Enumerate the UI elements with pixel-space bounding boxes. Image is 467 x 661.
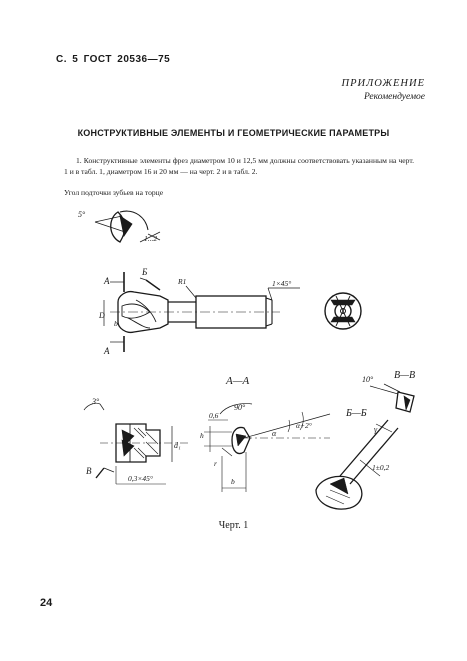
end-view bbox=[325, 293, 361, 329]
label-1-2: 1...2 bbox=[144, 234, 158, 243]
label-r1: R1 bbox=[178, 277, 187, 286]
end-tooth-detail bbox=[78, 210, 160, 243]
label-angle-90: 90° bbox=[234, 403, 246, 412]
label-view-aa: А—А bbox=[226, 375, 250, 387]
tip-detail bbox=[84, 397, 190, 484]
label-alpha-2: α+2° bbox=[296, 421, 312, 430]
angle-note: Угол подточки зубьев на торце bbox=[64, 188, 164, 197]
label-dim-b-left: b bbox=[114, 319, 118, 328]
label-dim-1-02: 1±0,2 bbox=[372, 463, 390, 472]
appendix-subtitle: Рекомендуемое bbox=[363, 92, 425, 102]
label-view-vv: В—В bbox=[394, 370, 416, 381]
label-dim-d: D bbox=[99, 311, 105, 320]
label-gamma: γ bbox=[374, 425, 378, 434]
section-bb bbox=[316, 408, 398, 509]
view-vv bbox=[362, 370, 415, 412]
paragraph-text: 1. Конструктивные элементы фрез диаметром 10 и 12,5 мм должны соответствовать указанным на черт. 1 и в табл. 1, диаметром 16 и 20 мм — на черт. 2 и в табл. 2. bbox=[64, 156, 414, 176]
label-chamfer-bottom: 0,3×45° bbox=[128, 474, 153, 483]
label-dim-r: r bbox=[214, 459, 217, 468]
label-dim-b-sec: b bbox=[231, 477, 235, 486]
label-alpha: α bbox=[272, 429, 277, 438]
label-sec-a-bottom: А bbox=[104, 346, 110, 356]
label-dim-h: h bbox=[200, 431, 204, 440]
label-sec-b: Б bbox=[142, 267, 148, 277]
page-header: С. 5 ГОСТ 20536—75 bbox=[56, 54, 171, 65]
end-mill-side-view bbox=[98, 267, 300, 356]
section-aa-detail bbox=[200, 403, 330, 492]
label-angle-10: 10° bbox=[362, 375, 374, 384]
appendix-title: ПРИЛОЖЕНИЕ bbox=[341, 78, 425, 89]
label-view-bb: Б—Б bbox=[346, 408, 367, 419]
label-chamfer-top: 1×45° bbox=[272, 279, 292, 288]
label-angle-3: 3° bbox=[92, 397, 100, 406]
page-number: 24 bbox=[40, 597, 53, 609]
label-angle-5: 5° bbox=[78, 210, 86, 219]
section-title: КОНСТРУКТИВНЫЕ ЭЛЕМЕНТЫ И ГЕОМЕТРИЧЕСКИЕ ПАРАМЕТРЫ bbox=[77, 128, 390, 138]
label-sec-a-top: А bbox=[104, 276, 110, 286]
label-sec-v: В bbox=[86, 466, 92, 476]
label-dim-d1: d₁ bbox=[174, 441, 181, 450]
label-dim-06: 0,6 bbox=[209, 411, 219, 420]
figure-caption: Черт. 1 bbox=[218, 520, 249, 531]
